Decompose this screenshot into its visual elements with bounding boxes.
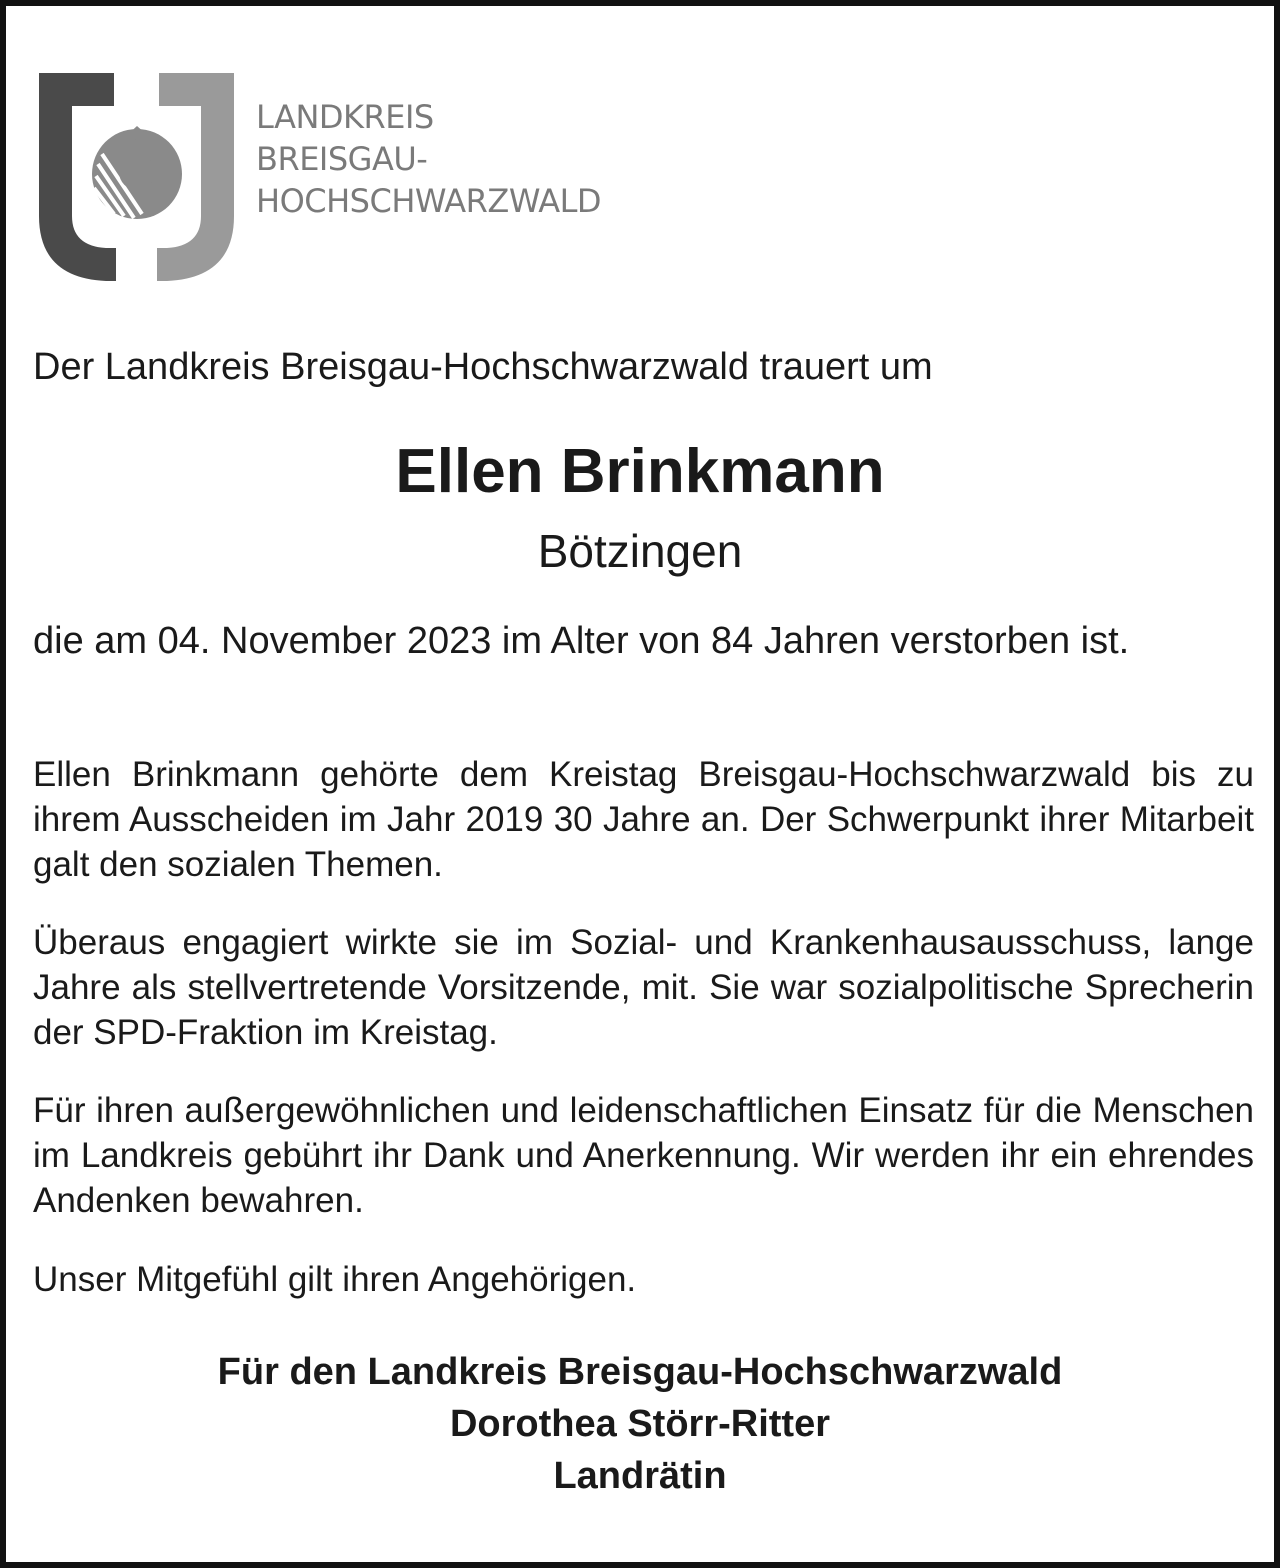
- deceased-town: Bötzingen: [537, 525, 743, 577]
- intro-line: Der Landkreis Breisgau-Hochschwarzwald trauert um: [33, 346, 933, 388]
- signature-role: Landrätin: [553, 1455, 727, 1497]
- tribute-paragraph: Für ihren außergewöhnlichen und leidenschaftlichen Einsatz für die Menschen im Landkreis gebührt ihr Dank und Anerkennung. Wir werden ihr ein ehrendes Andenken bewahren.: [33, 1091, 1254, 1220]
- death-date-paragraph: die am 04. November 2023 im Alter von 84 Jahren verstorben ist.: [33, 620, 1130, 662]
- signature-person: Dorothea Störr-Ritter: [449, 1403, 831, 1445]
- logo-line-3: HOCHSCHWARZWALD: [256, 182, 602, 220]
- logo-line-2: BREISGAU-: [256, 140, 428, 178]
- condolence-paragraph: Unser Mitgefühl gilt ihren Angehörigen.: [33, 1260, 637, 1299]
- logo-wordmark: [256, 96, 601, 222]
- deceased-name: Ellen Brinkmann: [395, 437, 885, 506]
- signature-block: [6, 1346, 1274, 1502]
- district-logo: [34, 68, 602, 288]
- eagle-crest-icon: [34, 68, 234, 283]
- signature-org: Für den Landkreis Breisgau-Hochschwarzwald: [217, 1351, 1063, 1393]
- biography-paragraph-2: Überaus engagiert wirkte sie im Sozial- und Krankenhausausschuss, lange Jahre als stellvertretende Vorsitzende, mit. Sie war sozialpolitische Sprecherin der SPD-Fraktion im Kreistag.: [33, 923, 1254, 1052]
- logo-line-1: LANDKREIS: [256, 98, 434, 136]
- biography-paragraph-1: Ellen Brinkmann gehörte dem Kreistag Breisgau-Hochschwarzwald bis zu ihrem Ausscheiden im Jahr 2019 30 Jahre an. Der Schwerpunkt ihrer Mitarbeit galt den sozialen Themen.: [33, 755, 1254, 884]
